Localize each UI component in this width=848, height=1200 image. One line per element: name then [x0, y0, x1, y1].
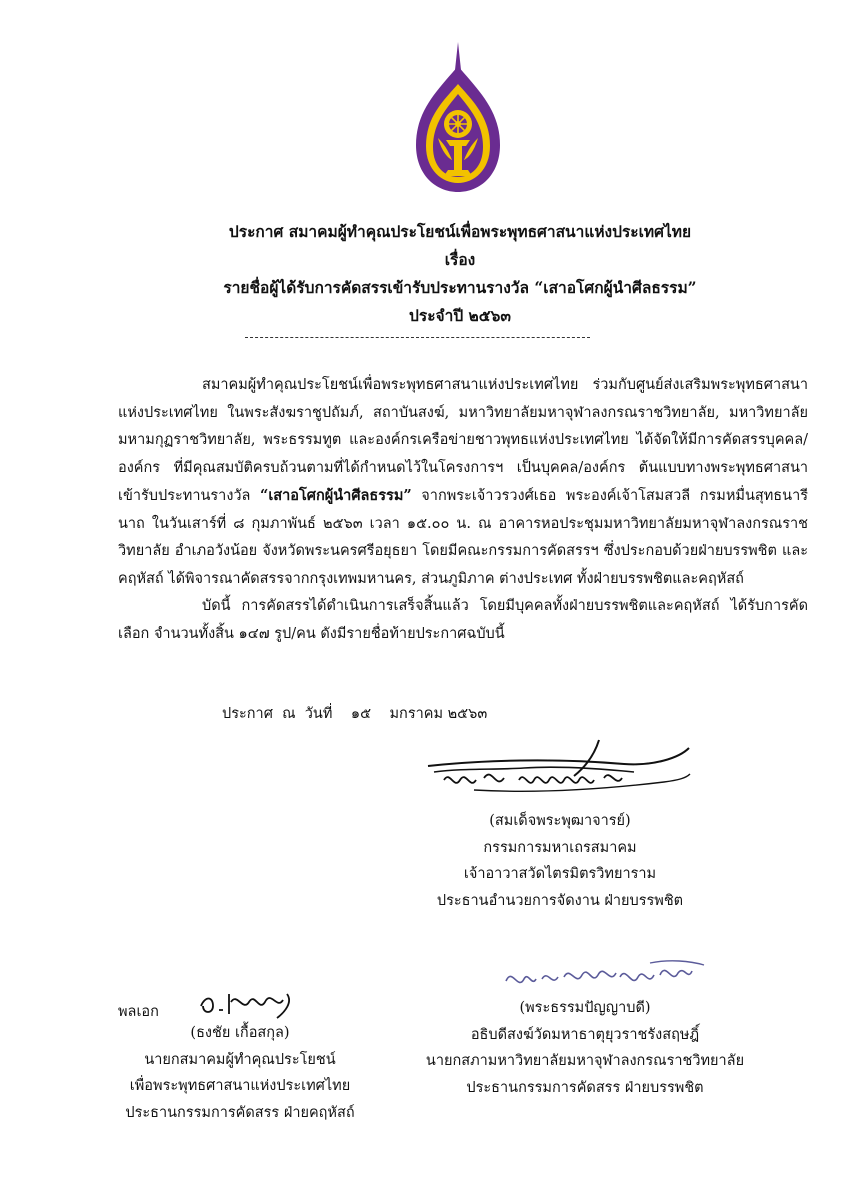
signer-2-role-2: นายกสภามหาวิทยาลัยมหาจุฬาลงกรณราชวิทยาลัย: [425, 1053, 745, 1069]
announcement-date: [222, 702, 487, 725]
handwritten-signature-icon: [500, 955, 710, 995]
dharma-wheel-emblem-icon: [408, 40, 508, 200]
signer-3-block: [100, 1020, 380, 1126]
announcement-date-prefix: ประกาศ ณ วันที่: [222, 706, 333, 722]
handwritten-signature-icon: [195, 986, 305, 1022]
signer-1-role-1: กรรมการมหาเถรสมาคม: [483, 839, 637, 856]
handwritten-signature-icon: [424, 738, 694, 808]
heading-line-4: ประจำปี ๒๕๖๓: [409, 306, 511, 325]
signer-2-block: [400, 995, 770, 1101]
announcement-body: [118, 372, 808, 648]
signer-3-role-3: ประธานกรรมการคัดสรร ฝ่ายคฤหัสถ์: [125, 1104, 355, 1121]
signer-1-name: (สมเด็จพระพุฒาจารย์): [489, 813, 631, 829]
heading-line-2: เรื่อง: [444, 250, 476, 269]
heading-line-3: รายชื่อผู้ได้รับการคัดสรรเข้ารับประทานรางวัล “เสาอโศกผู้นำศีลธรรม”: [223, 278, 697, 297]
award-name: “เสาอโศกผู้นำศีลธรรม”: [260, 487, 412, 504]
body-paragraph-1: [118, 372, 808, 593]
signer-2-name: (พระธรรมปัญญาบดี): [519, 1000, 651, 1016]
signer-3-role-2: เพื่อพระพุทธศาสนาแห่งประเทศไทย: [129, 1078, 351, 1094]
announcement-day: ๑๕: [350, 706, 372, 722]
body-paragraph-1-text-a: สมาคมผู้ทำคุณประโยชน์เพื่อพระพุทธศาสนาแห่งประเทศไทย ร่วมกับศูนย์ส่งเสริมพระพุทธศาสนาแห่งประเทศไทย ในพระสังฆราชูปถัมภ์, สถาบันสงฆ์, มหาวิทยาลัยมหาจุฬาลงกรณราชวิทยาลัย, มหาวิทยาลัยมหามกุฏราชวิทยาลัย, พระธรรมทูต และองค์กรเครือข่ายชาวพุทธแห่งประเทศไทย ได้จัดให้มีการคัดสรรบุคคล/องค์กร ที่มีคุณสมบัติครบถ้วนตามที่ได้กำหนดไว้ในโครงการฯ เป็นบุคคล/องค์กร ต้นแบบทางพระพุทธศาสนา เข้ารับประทานรางวัล: [118, 377, 808, 504]
signer-3-role-1: นายกสมาคมผู้ทำคุณประโยชน์: [144, 1051, 336, 1068]
signer-3-rank: พลเอก: [118, 1004, 159, 1020]
heading-divider: [245, 337, 590, 338]
signer-1-role-3: ประธานอำนวยการจัดงาน ฝ่ายบรรพชิต: [436, 892, 684, 909]
signer-2-role-1: อธิบดีสงฆ์วัดมหาธาตุยุวราชรังสฤษฎิ์: [470, 1026, 700, 1043]
signer-2-role-3: ประธานกรรมการคัดสรร ฝ่ายบรรพชิต: [466, 1079, 704, 1096]
signer-1-role-2: เจ้าอาวาสวัดไตรมิตรวิทยาราม: [463, 866, 657, 882]
signer-1-block: [400, 808, 720, 914]
announcement-month-year: มกราคม ๒๕๖๓: [389, 706, 488, 722]
heading-line-1: ประกาศ สมาคมผู้ทำคุณประโยชน์เพื่อพระพุทธศาสนาแห่งประเทศไทย: [228, 222, 692, 241]
body-paragraph-1-text-b: จากพระเจ้าวรวงศ์เธอ พระองค์เจ้าโสมสวลี กรมหมื่นสุทธนารีนาถ ในวันเสาร์ที่ ๘ กุมภาพันธ์ ๒๕๖๓ เวลา ๑๕.๐๐ น. ณ อาคารหอประชุมมหาวิทยาลัยมหาจุฬาลงกรณราชวิทยาลัย อำเภอวังน้อย จังหวัดพระนครศรีอยุธยา โดยมีคณะกรรมการคัดสรรฯ ซึ่งประกอบด้วยฝ่ายบรรพชิต และคฤหัสถ์ ได้พิจารณาคัดสรรจากกรุงเทพมหานคร, ส่วนภูมิภาค ต่างประเทศ ทั้งฝ่ายบรรพชิตและคฤหัสถ์: [118, 488, 808, 587]
body-paragraph-2: บัดนี้ การคัดสรรได้ดำเนินการเสร็จสิ้นแล้ว โดยมีบุคคลทั้งฝ่ายบรรพชิตและคฤหัสถ์ ได้รับการคัดเลือก จำนวนทั้งสิ้น ๑๔๗ รูป/คน ดังมีรายชื่อท้ายประกาศฉบับนี้: [118, 598, 808, 642]
signer-3-name: (ธงชัย เกื้อสกุล): [190, 1025, 290, 1041]
